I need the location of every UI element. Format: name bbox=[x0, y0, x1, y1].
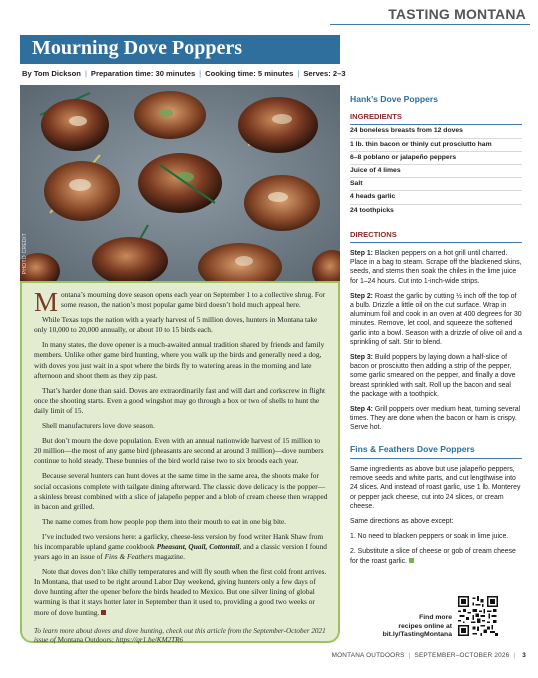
story-text: magazine. bbox=[153, 552, 185, 562]
prep-value: 30 minutes bbox=[155, 69, 196, 78]
find-more-recipes bbox=[380, 614, 452, 640]
find-more-link[interactable]: bit.ly/TastingMontana bbox=[382, 631, 452, 639]
story-box bbox=[20, 281, 340, 643]
photo-illustration bbox=[20, 85, 340, 282]
learn-more-text: To learn more about doves and dove hunting, check out this article from the September-October 2021 issue of bbox=[34, 626, 326, 645]
recipe2-same-directions: Same directions as above except: bbox=[350, 517, 454, 525]
separator: | bbox=[513, 652, 516, 659]
recipe1-title: Hank’s Dove Poppers bbox=[350, 94, 439, 104]
learn-more-link[interactable]: : https://qr1.be/KM2TR6 bbox=[111, 636, 184, 645]
book-title: Pheasant, Quail, Cottontail bbox=[156, 541, 240, 551]
step-label: Step 3: bbox=[350, 354, 373, 362]
story-paragraph: That’s harder done than said. Doves are extraordinarily fast and will dart and corkscrew in flight once the shooting starts. Even a good wingshot may go through a box or two of shells to hunt the daily limit of 15. bbox=[34, 385, 326, 415]
separator: | bbox=[297, 69, 300, 78]
directions-rule bbox=[350, 242, 522, 243]
story-paragraph: But don’t mourn the dove population. Even with an annual nationwide harvest of 15 million to 20 million—the most of any game bird (pheasants are second at around 3 million)—dove numbers continue to hold steady. These bunnies of the bird world raise two to six broods each year. bbox=[34, 436, 324, 466]
popper bbox=[134, 91, 206, 139]
ingredients-heading: INGREDIENTS bbox=[350, 112, 402, 122]
author: By Tom Dickson bbox=[22, 69, 81, 78]
magazine-title: Fins & Feathers bbox=[104, 552, 154, 562]
step-label: Step 4: bbox=[350, 406, 373, 414]
recipe2-rule bbox=[350, 458, 522, 459]
story-paragraph bbox=[34, 567, 328, 617]
story-paragraph: While Texas tops the nation with a yearly harvest of 5 million doves, hunters in Montana take only 10,000 to 20,000 annually, or about 10 to 15 birds each. bbox=[34, 315, 318, 335]
title-bar bbox=[20, 35, 340, 64]
story-paragraph: Montana’s mourning dove season opens each year on September 1 to a collective shrug. For some reason, the nation’s most popular game bird doesn’t hold much appeal here. bbox=[34, 287, 326, 317]
serves-label: Serves: bbox=[303, 69, 331, 78]
story-paragraph: Shell manufacturers love dove season. bbox=[42, 421, 155, 431]
separator: | bbox=[199, 69, 202, 78]
direction-step bbox=[350, 353, 522, 399]
ingredient-item: 24 boneless breasts from 12 doves bbox=[350, 125, 522, 138]
recipe2-exception-text: 2. Substitute a slice of cheese or gob of cream cheese for the roast garlic. bbox=[350, 548, 516, 565]
qr-code-icon[interactable] bbox=[458, 596, 498, 636]
end-mark-icon bbox=[101, 610, 106, 615]
story-text: I’ve included two versions here: a garlicky, cheese-less version by food writer Hank Shaw from his incomparable upland game cookbook bbox=[34, 531, 324, 551]
story-paragraph: In many states, the dove opener is a much-awaited annual tradition shared by friends and family members. Unlike other game bird hunting, where you walk up the birds and generally need a dog, with doves you just wait in a spot where the birds fly to watering areas in the morning and late afternoon and shoot them as they zip past. bbox=[34, 340, 325, 380]
page-title: Mourning Dove Poppers bbox=[32, 37, 242, 59]
ingredients-list bbox=[350, 124, 522, 216]
popper bbox=[138, 153, 222, 213]
step-text: Blacken peppers on a hot grill until charred. Place in a bag to steam. Scrape off the blackened skins, seeds, and stems then soak the chiles in the lime juice for 1–24 hours. Cut into 1-inch-wide strips. bbox=[350, 250, 522, 285]
serves-value: 2–3 bbox=[332, 69, 346, 78]
step-label: Step 1: bbox=[350, 250, 373, 258]
story-paragraph: The name comes from how people pop them into their mouth to eat in one big bite. bbox=[42, 516, 287, 526]
separator: | bbox=[408, 652, 411, 659]
separator: | bbox=[84, 69, 87, 78]
recipe2-title: Fins & Feathers Dove Poppers bbox=[350, 443, 475, 454]
magazine-name: Montana Outdoors bbox=[57, 636, 112, 645]
direction-step bbox=[350, 249, 522, 286]
popper bbox=[238, 97, 318, 153]
find-more-line: Find more bbox=[419, 614, 452, 621]
cook-label: Cooking time: bbox=[205, 69, 256, 78]
find-more-line: recipes online at bbox=[398, 622, 452, 630]
step-label: Step 2: bbox=[350, 292, 373, 300]
step-text: Roast the garlic by cutting ½ inch off the top of a bulb. Drizzle a little oil on the cut surface. Wrap in aluminum foil and cook in an oven at 400 degrees for 30 minutes. Remove, let cool, and squeeze the softened garlic into a bowl. Season with a drizzle of olive oil and a sprinkling of salt. Stir to blend. bbox=[350, 292, 522, 346]
page-footer bbox=[332, 652, 526, 659]
ingredient-item: 6–8 poblano or jalapeño peppers bbox=[350, 152, 522, 165]
ingredient-item: 4 heads garlic bbox=[350, 191, 522, 204]
direction-step bbox=[350, 405, 522, 433]
dove-poppers-photo bbox=[20, 85, 340, 282]
ingredient-item: Juice of 4 limes bbox=[350, 165, 522, 178]
story-text: , and a classic version I found years ago in an issue of bbox=[34, 541, 327, 562]
photo-credit: PHOTO CREDIT bbox=[22, 232, 28, 274]
directions-heading: DIRECTIONS bbox=[350, 229, 397, 239]
ingredient-item: 24 toothpicks bbox=[350, 206, 394, 214]
end-mark-icon bbox=[409, 558, 414, 563]
ingredient-item: Salt bbox=[350, 178, 522, 191]
step-text: Grill poppers over medium heat, turning several times. They are done when the bacon or ham is crispy. Serve hot. bbox=[350, 406, 521, 432]
story-text: Note that doves don’t like chilly temperatures and will fly south when the first cold front arrives. In Montana, that used to be right around Labor Day weekend, giving hunters only a few days of dove hunting after the opener before the birds headed to Mexico. But one silver lining of global warming is that it stays hotter later in September than it used to, providing a good two weeks or more of dove hunting. bbox=[34, 567, 327, 617]
step-text: Build poppers by laying down a half-slice of bacon or prosciutto then adding a strip of the pepper, some garlic smeared on the pepper, and finally a dove breast sprinkled with salt. Roll up the bacon and seal the package with a toothpick. bbox=[350, 354, 516, 398]
section-tag: TASTING MONTANA bbox=[388, 6, 526, 22]
recipe2-exception bbox=[350, 547, 522, 565]
learn-more-note bbox=[34, 627, 328, 647]
popper bbox=[244, 175, 320, 231]
publication-name: MONTANA OUTDOORS bbox=[331, 652, 405, 659]
section-rule bbox=[330, 24, 530, 25]
page-number: 3 bbox=[522, 652, 526, 659]
ingredient-item: 1 lb. thin bacon or thinly cut prosciutto ham bbox=[350, 139, 522, 152]
byline bbox=[22, 69, 346, 78]
recipe2-exception: 1. No need to blacken peppers or soak in lime juice. bbox=[350, 533, 509, 541]
recipe2-intro: Same ingredients as above but use jalapeño peppers, remove seeds and white parts, and cut lengthwise into 24 slices. And instead of roast garlic, use 1 lb. Monterey or pepper jack cheese, cut into 24 slices, or cream cheese. bbox=[350, 465, 521, 510]
direction-step bbox=[350, 292, 522, 347]
recipe-sidebar bbox=[350, 95, 522, 572]
story-paragraph: Because several hunters can hunt doves at the same time in the same area, the shoots make for social occasions complete with tailgate dining afterward. The classic dove delicacy is the popper—a skinless breast combined with a slice of jalapeño pepper and a blob of cream cheese then wrapped in bacon and grilled. bbox=[34, 471, 328, 511]
issue-date: SEPTEMBER–OCTOBER 2026 bbox=[414, 652, 510, 659]
story-paragraph bbox=[34, 532, 328, 562]
prep-label: Preparation time: bbox=[90, 69, 154, 78]
cook-value: 5 minutes bbox=[257, 69, 294, 78]
